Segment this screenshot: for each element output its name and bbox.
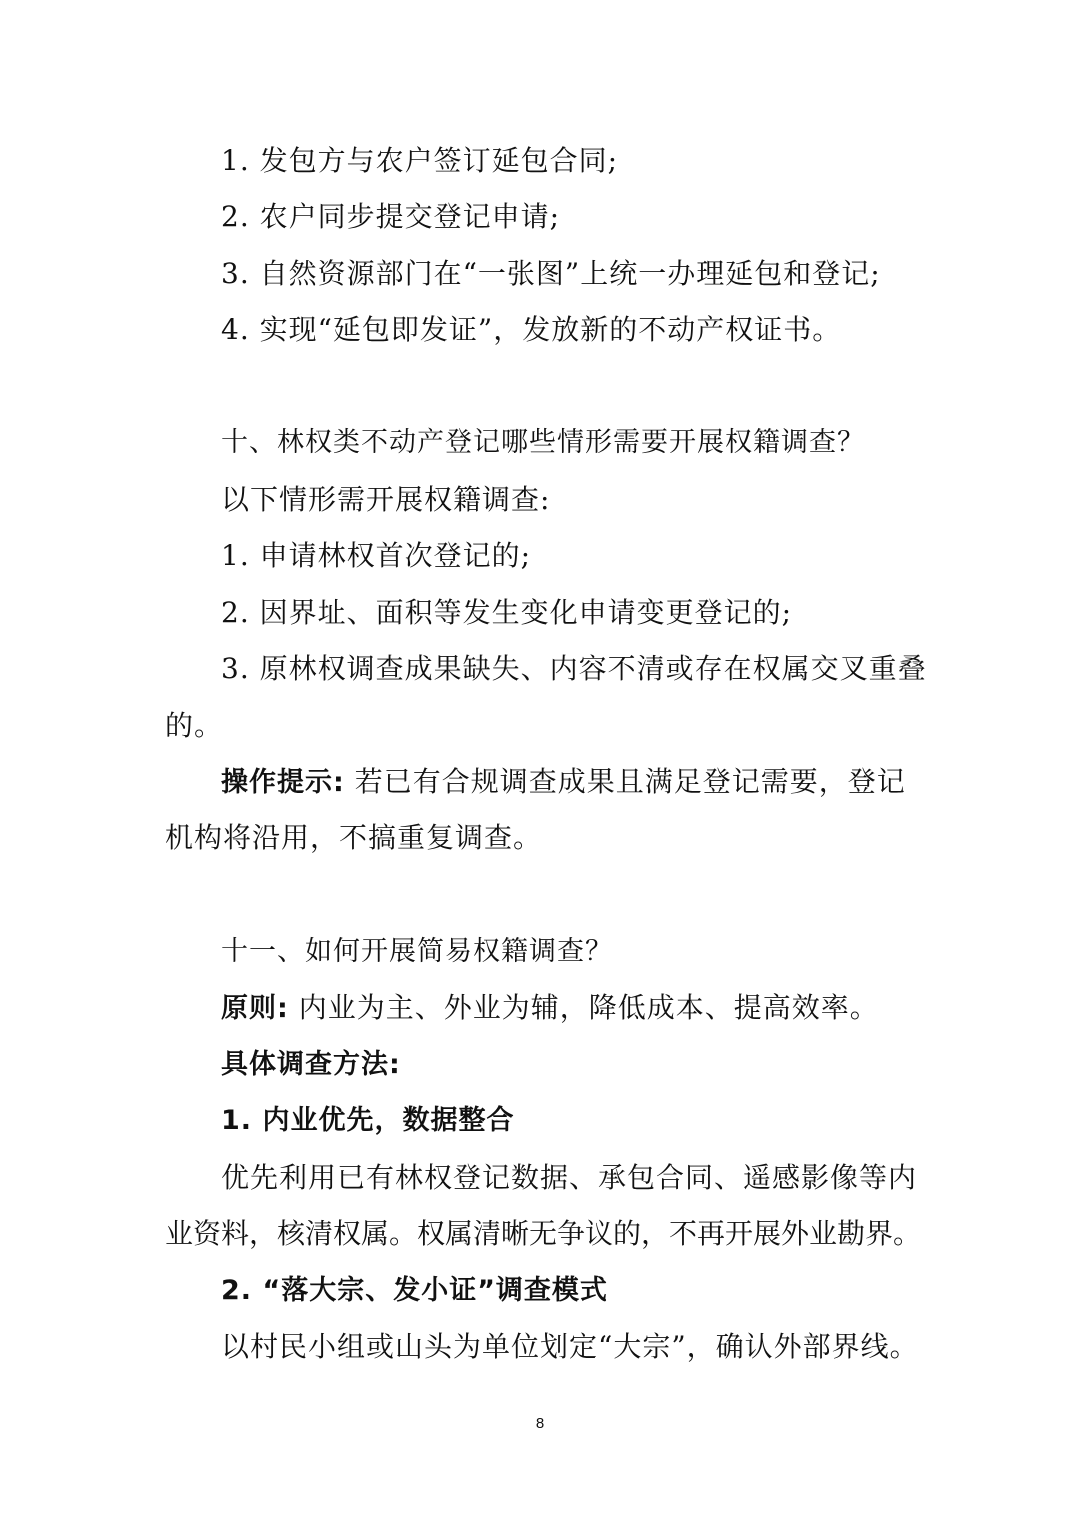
- paragraph-continuation: 业资料，核清权属。权属清晰无争议的，不再开展外业勘界。: [165, 1217, 922, 1250]
- method-title: 1. 内业优先，数据整合: [221, 1105, 515, 1136]
- principle-label: 原则:: [221, 993, 289, 1024]
- page-number: 8: [535, 1415, 545, 1432]
- list-item: 3. 自然资源部门在“一张图”上统一办理延包和登记;: [221, 257, 881, 290]
- list-item: 2. 因界址、面积等发生变化申请变更登记的;: [221, 596, 793, 629]
- principle-text: 内业为主、外业为辅，降低成本、提高效率。: [298, 991, 879, 1024]
- paragraph: 以村民小组或山头为单位划定“大宗”，确认外部界线。: [221, 1330, 919, 1363]
- list-item: 3. 原林权调查成果缺失、内容不清或存在权属交叉重叠: [221, 652, 927, 685]
- paragraph: 以下情形需开展权籍调查:: [221, 483, 551, 516]
- paragraph: 优先利用已有林权登记数据、承包合同、遥感影像等内: [221, 1161, 918, 1194]
- tip-text: 若已有合规调查成果且满足登记需要，登记: [354, 765, 906, 798]
- list-item: 2. 农户同步提交登记申请;: [221, 200, 561, 233]
- section-heading: 十、林权类不动产登记哪些情形需要开展权籍调查？: [221, 427, 865, 458]
- tip-label: 操作提示:: [221, 767, 345, 798]
- tip-paragraph: [221, 762, 917, 803]
- list-item: 1. 发包方与农户签订延包合同;: [221, 144, 619, 177]
- list-item: 4. 实现“延包即发证”，发放新的不动产权证书。: [221, 313, 842, 346]
- method-title: 2. “落大宗、发小证”调查模式: [221, 1275, 608, 1306]
- list-item: 1. 申请林权首次登记的;: [221, 539, 532, 572]
- principle-paragraph: [221, 988, 917, 1029]
- tip-continuation: 机构将沿用，不搞重复调查。: [165, 821, 543, 854]
- methods-heading: 具体调查方法:: [221, 1049, 401, 1080]
- section-heading: 十一、如何开展简易权籍调查？: [221, 936, 613, 967]
- list-item-continuation: 的。: [165, 709, 224, 742]
